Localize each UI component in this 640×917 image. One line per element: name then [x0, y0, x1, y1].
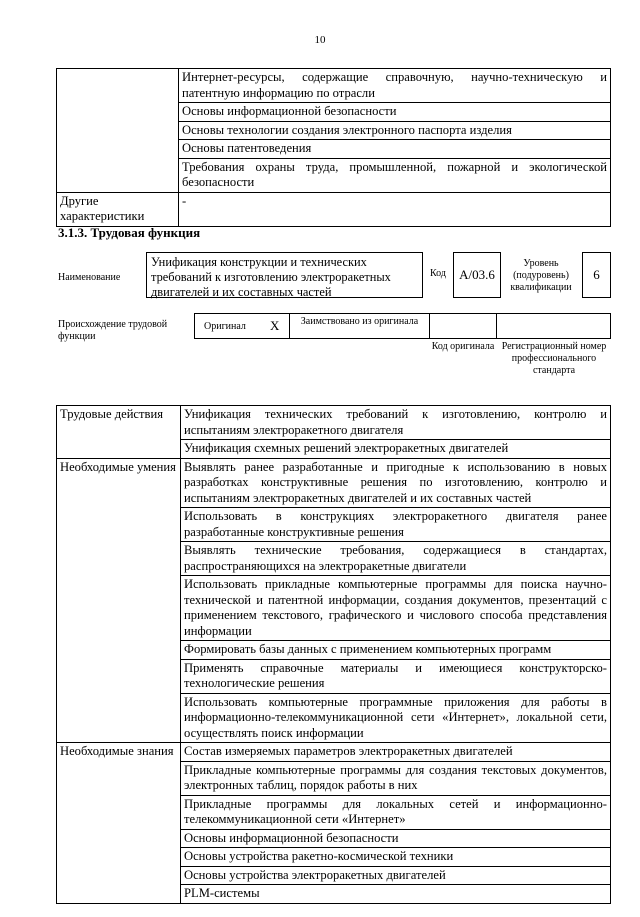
table-cell: -	[179, 192, 611, 226]
table-cell: Использовать прикладные компьютерные программы для поиска научно-технической и патентной информации, создания документов, презентаций с применением текстового, графического и числового способа представления информации	[181, 576, 611, 641]
table-cell: Применять справочные материалы и имеющиеся конструкторско-технологические решения	[181, 659, 611, 693]
level-box: 6	[582, 252, 611, 298]
table-cell: Требования охраны труда, промышленной, пожарной и экологической безопасности	[179, 158, 611, 192]
origin-label: Происхождение трудовой функции	[58, 319, 168, 342]
table-row	[57, 458, 611, 508]
original-label: Оригинал	[204, 321, 246, 332]
code-label: Код	[430, 268, 446, 279]
table-cell: Основы устройства ракетно-космической техники	[181, 848, 611, 867]
level-label: Уровень (подуровень) квалификации	[510, 258, 572, 293]
borrowed-box: Заимствовано из оригинала	[289, 313, 430, 339]
original-code-box	[429, 313, 497, 339]
table-cell: Основы информационной безопасности	[181, 829, 611, 848]
table-cell: Использовать в конструкциях электроракетного двигателя ранее разработанные конструктивные решения	[181, 508, 611, 542]
empty-label-cell	[57, 69, 179, 193]
table-cell: Основы технологии создания электронного паспорта изделия	[179, 121, 611, 140]
page-number: 10	[314, 34, 326, 46]
section-title: 3.1.3. Трудовая функция	[58, 225, 201, 240]
original-box	[194, 313, 290, 339]
name-label: Наименование	[58, 272, 121, 283]
table-cell: Основы устройства электроракетных двигателей	[181, 866, 611, 885]
table-row	[57, 69, 611, 103]
table-cell: Прикладные компьютерные программы для создания текстовых документов, электронных таблиц, порядок работы в них	[181, 761, 611, 795]
table-cell: Основы патентоведения	[179, 140, 611, 159]
table-cell: Выявлять ранее разработанные и пригодные к использованию в новых разработках конструктивные решения по изготовлению, контролю и испытаниям электроракетных двигателей и их составных частей	[181, 458, 611, 508]
table-cell: Формировать базы данных с применением компьютерных программ	[181, 641, 611, 660]
table-cell: Прикладные программы для локальных сетей и информационно-телекоммуникационной сети «Интернет»	[181, 795, 611, 829]
table-row	[57, 406, 611, 440]
code-box: А/03.6	[453, 252, 501, 298]
row-label: Другие характеристики	[57, 192, 179, 226]
table-cell: Состав измеряемых параметров электроракетных двигателей	[181, 743, 611, 762]
main-table	[56, 405, 611, 904]
top-table	[56, 68, 611, 227]
function-name-box: Унификация конструкции и технических требований к изготовлению электроракетных двигателей и их составных частей	[146, 252, 423, 298]
registration-number-box	[496, 313, 611, 339]
registration-caption: Регистрационный номер профессионального стандарта	[501, 341, 607, 376]
code-caption: Код оригинала	[431, 341, 495, 352]
table-cell: Выявлять технические требования, содержащиеся в стандартах, распространяющихся на электроракетные двигатели	[181, 542, 611, 576]
table-cell: Использовать компьютерные программные приложения для работы в информационно-телекоммуникационной сети «Интернет», локальной сети, осуществлять поиск информации	[181, 693, 611, 743]
table-cell: Унификация схемных решений электроракетных двигателей	[181, 440, 611, 459]
skills-label: Необходимые умения	[57, 458, 181, 743]
actions-label: Трудовые действия	[57, 406, 181, 459]
original-mark: X	[270, 318, 280, 333]
table-row	[57, 743, 611, 762]
table-cell: PLM-системы	[181, 885, 611, 904]
table-cell: Основы информационной безопасности	[179, 103, 611, 122]
knowledge-label: Необходимые знания	[57, 743, 181, 904]
table-cell: Унификация технических требований к изготовлению, контролю и испытаниям электроракетного двигателя	[181, 406, 611, 440]
table-row	[57, 192, 611, 226]
table-cell: Интернет-ресурсы, содержащие справочную, научно-техническую и патентную информацию по отрасли	[179, 69, 611, 103]
